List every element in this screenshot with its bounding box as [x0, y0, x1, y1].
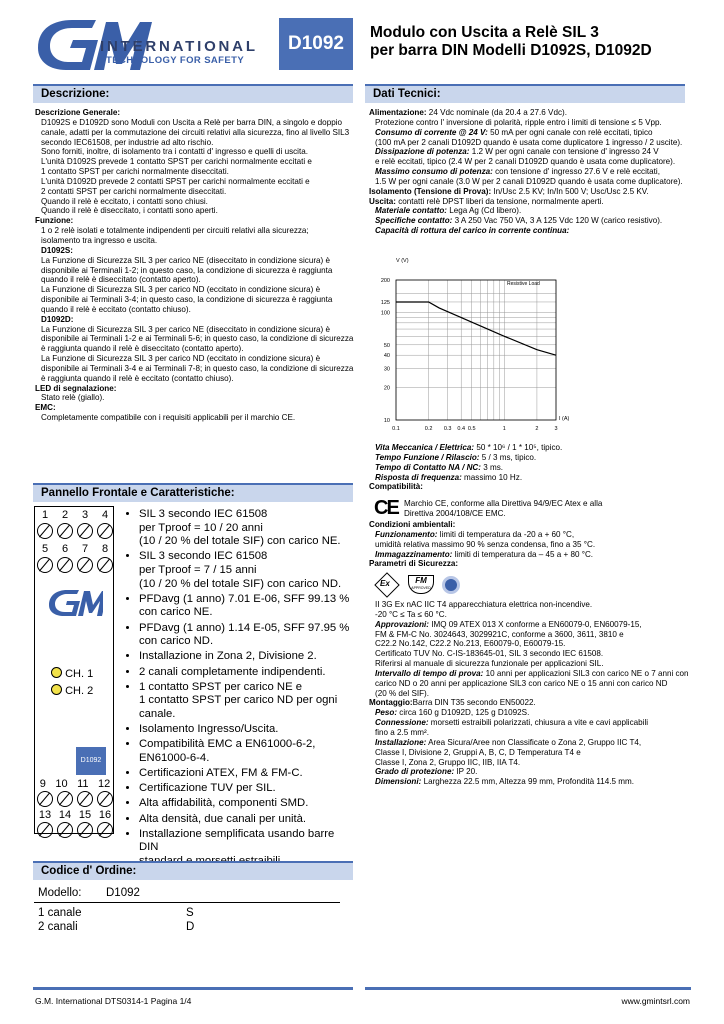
descrizione-line: D1092S e D1092D sono Moduli con Uscita a Relè per barra DIN, a singolo e doppio	[41, 117, 342, 127]
feature-text: • Certificazioni ATEX, FM & FM-C.	[139, 767, 303, 780]
dati-text: con tensione d' ingresso 27.6 V e relè eccitati,	[492, 167, 660, 177]
dati-text: circa 160 g D1092D, 125 g D1092S.	[397, 708, 530, 718]
led-ch1	[51, 667, 93, 680]
y-axis-label: V (V)	[396, 258, 409, 264]
ex-badge-label: Ex	[380, 579, 390, 588]
dati-text: 50 * 10⁶ / 1 * 10⁵, tipico.	[474, 443, 563, 452]
tuv-badge-icon	[442, 576, 460, 594]
dati-text: Vita Meccanica / Elettrica:	[375, 443, 475, 452]
terminal-number: 4	[101, 509, 109, 521]
y-tick-label: 125	[380, 299, 390, 306]
descrizione-line: Sono forniti, inoltre, di isolamento tra i contatti d' ingresso e quelli di uscita.	[41, 147, 308, 157]
y-tick-label: 200	[380, 278, 390, 284]
terminal-numbers-13-16	[35, 809, 115, 821]
dati-line	[369, 216, 699, 226]
dati-text: IMQ 09 ATEX 013 X conforme a EN60079-0, EN60079-15,	[428, 619, 642, 629]
descrizione-line: L'unità D1092D prevede 2 contatti SPST per carichi normalmente eccitati e	[41, 176, 310, 186]
led-ch2	[51, 684, 93, 697]
dati-line	[369, 147, 699, 157]
dati-line	[369, 540, 699, 550]
feature-text: con carico ND.	[139, 635, 214, 648]
footer-right: www.gmintsrl.com	[621, 996, 690, 1006]
dati-text: Area Sicura/Aree non Classificate o Zona 2, Gruppo IIC T4,	[426, 737, 642, 747]
terminal-screws-13-16	[35, 822, 115, 838]
order-model-label: Modello:	[38, 887, 82, 899]
dati-text: 10 anni per applicazioni SIL3 con carico NE o 7 anni con	[483, 668, 689, 678]
page-title-line1: Modulo con Uscita a Relè SIL 3	[370, 24, 599, 41]
feature-text: • Isolamento Ingresso/Uscita.	[139, 723, 279, 736]
feature-item	[139, 767, 355, 781]
order-model-value: D1092	[106, 887, 140, 899]
dati-line	[369, 520, 699, 530]
load-chart-svg	[368, 252, 588, 440]
dati-amb-body	[369, 520, 699, 569]
fm-badge-icon	[408, 575, 434, 594]
dati-text: Condizioni ambientali:	[369, 520, 456, 529]
dati-line	[369, 777, 704, 787]
dati-line	[369, 639, 704, 649]
section-heading-dati: Dati Tecnici:	[365, 84, 685, 103]
dati-text: 5 / 3 ms, tipico.	[479, 452, 537, 462]
dati-text: Tempo Funzione / Rilascio:	[375, 452, 480, 462]
terminal-number: 3	[81, 509, 89, 521]
ce-line2: Direttiva 2004/108/CE EMC.	[404, 509, 506, 518]
footer-bar-right	[365, 987, 691, 990]
feature-text: • Certificazione TUV per SIL.	[139, 782, 276, 795]
dati-text: Protezione contro l' inversione di polarità, ripple entro i limiti di tensione ≤ 5 Vpp.	[375, 117, 662, 127]
terminal-number: 15	[78, 809, 92, 821]
dati-line	[369, 167, 699, 177]
terminal-number: 1	[41, 509, 49, 521]
dati-line	[369, 620, 704, 630]
model-badge-label: D1092	[288, 33, 344, 54]
dati-text: II 3G Ex nAC IIC T4 apparecchiatura elettrica non-incendive.	[375, 600, 593, 609]
feature-text: (10 / 20 % del totale SIF) con carico ND.	[139, 577, 342, 590]
terminal-number: 16	[98, 809, 112, 821]
dati-line	[369, 748, 704, 758]
section-heading-descrizione: Descrizione:	[33, 84, 353, 103]
certification-badges	[378, 575, 468, 597]
dati-line	[369, 108, 699, 118]
feature-item	[139, 666, 355, 680]
dati-line	[369, 118, 699, 128]
module-model-text: D1092	[80, 757, 102, 764]
dati-text: Connessione:	[375, 718, 429, 728]
descrizione-line: Descrizione Generale:	[35, 108, 121, 117]
dati-line	[369, 157, 699, 167]
dati-text: Certificato TUV No. C-IS-183645-01, SIL 3 secondo IEC 61508.	[375, 649, 604, 659]
feature-item	[139, 622, 355, 649]
dati-line	[369, 138, 699, 148]
descrizione-line: Quando il relè è eccitato, i contatti sono chiusi.	[41, 196, 208, 206]
feature-item	[139, 723, 355, 737]
module-gm-logo-icon	[47, 587, 103, 622]
terminal-number: 5	[41, 543, 49, 555]
dati-text: In/Usc 2.5 KV; In/In 500 V; Usc/Usc 2.5 KV.	[491, 186, 649, 196]
descrizione-line: isolamento tra ingresso e uscita.	[41, 235, 158, 245]
dati-line	[369, 177, 699, 187]
dati-text: morsetti estraibili polarizzati, chiusura a vite e cavi applicabili	[428, 718, 649, 728]
dati-line	[369, 473, 699, 483]
dati-line	[369, 453, 699, 463]
feature-item	[139, 550, 355, 591]
series-line	[396, 302, 556, 355]
order-row-1-code: S	[186, 907, 194, 919]
feature-text: • PFDavg (1 anno) 7.01 E-06, SFF 99.13 %	[139, 592, 350, 605]
descrizione-line: è raggiunta quando il relè è eccitato (contatto chiuso).	[41, 373, 234, 383]
dati-text: Dimensioni:	[375, 777, 422, 787]
descrizione-line: D1092S:	[41, 245, 73, 255]
feature-text: • Installazione semplificata usando barre DIN	[139, 827, 335, 854]
section-heading-pannello: Pannello Frontale e Caratteristiche:	[33, 483, 353, 502]
dati-text: Classe I, Zona 2, Gruppo IIC, IIB, IIA T4.	[375, 757, 521, 767]
terminal-number: 2	[61, 509, 69, 521]
feature-text: • Compatibilità EMC a EN61000-6-2, EN61000-6-4.	[139, 738, 316, 764]
dati-line	[369, 550, 699, 560]
terminal-number: 12	[97, 778, 111, 790]
feature-text: • Alta affidabilità, componenti SMD.	[139, 797, 309, 810]
descrizione-line: Completamente compatibile con i requisiti applicabili per il marchio CE.	[41, 413, 296, 423]
x-tick-label: 0.3	[443, 426, 452, 432]
x-tick-label: 3	[554, 426, 558, 432]
y-tick-label: 100	[380, 310, 390, 317]
y-tick-label: 20	[383, 385, 390, 392]
dati-text: Uscita:	[369, 196, 396, 206]
feature-item	[139, 681, 355, 722]
dati-line	[369, 728, 704, 738]
dati-line	[369, 630, 704, 640]
feature-text: 1 contatto SPST per carico ND per ogni canale.	[139, 694, 338, 720]
load-chart	[368, 252, 588, 440]
dati-text: Alimentazione:	[369, 108, 427, 117]
dati-text: Riferirsi al manuale di sicurezza funzionale per applicazioni SIL.	[375, 659, 604, 669]
dati-text: Materiale contatto:	[375, 206, 447, 216]
feature-item	[139, 593, 355, 620]
dati-text: Larghezza 22.5 mm, Altezza 99 mm, Profondità 114.5 mm.	[421, 777, 634, 787]
terminal-number: 10	[55, 778, 68, 790]
led-ch2-indicator	[51, 684, 62, 695]
descrizione-line: Stato relè (giallo).	[41, 393, 105, 403]
dati-text: Massimo consumo di potenza:	[375, 167, 493, 177]
dati-line	[369, 698, 704, 708]
dati-text: Approvazioni:	[375, 619, 429, 629]
dati-line	[369, 718, 704, 728]
descrizione-line: disponibile ai Terminali 1-2; in questo caso, la condizione di sicurezza è raggiunta	[41, 265, 333, 275]
dati-line	[369, 758, 704, 768]
dati-text: contatti relè DPST liberi da tensione, normalmente aperti.	[396, 196, 604, 206]
dati-text: Capacità di rottura del carico in corrente continua:	[375, 226, 570, 236]
footer-bar-left	[33, 987, 353, 990]
plot-frame	[396, 280, 556, 420]
descrizione-line: D1092D:	[41, 314, 74, 324]
dati-text: Isolamento (Tensione di Prova):	[369, 186, 492, 196]
dati-line	[369, 206, 699, 216]
x-tick-label: 1	[502, 426, 506, 432]
feature-text: per Tproof = 10 / 20 anni	[139, 521, 263, 534]
feature-item	[139, 797, 355, 811]
y-tick-label: 30	[383, 366, 390, 373]
descrizione-line: LED di segnalazione:	[35, 383, 117, 393]
chart-annotation: Resistive Load	[506, 280, 540, 287]
x-axis-label: I (A)	[559, 416, 570, 422]
feature-text: • SIL 3 secondo IEC 61508	[139, 508, 268, 520]
dati-line	[369, 767, 704, 777]
dati-text: Peso:	[375, 708, 398, 718]
dati-text: Intervallo di tempo di prova:	[375, 668, 484, 678]
dati-line	[369, 463, 699, 473]
dati-text: IP 20.	[454, 767, 478, 777]
led-ch1-indicator	[51, 667, 62, 678]
terminal-number: 9	[39, 778, 46, 790]
dati-line	[369, 659, 704, 669]
dati-line	[369, 197, 699, 207]
feature-text: • Alta densità, due canali per unità.	[139, 812, 307, 825]
dati-text: Compatibilità:	[369, 482, 423, 492]
feature-text: con carico NE.	[139, 606, 213, 619]
dati-line	[369, 482, 699, 492]
descrizione-line: EMC:	[35, 403, 56, 413]
x-tick-label: 0.4	[457, 426, 466, 432]
feature-text: per Tproof = 7 / 15 anni	[139, 563, 257, 576]
dati-line	[369, 738, 704, 748]
features-list	[125, 508, 355, 870]
logo-brand: INTERNATIONAL	[100, 38, 258, 55]
dati-text: (100 mA per 2 canali D1092D quando è usata come duplicatore 1 ingresso / 2 uscite).	[375, 137, 683, 147]
dati-text: Classe I, Divisione 2, Gruppi A, B, C, D Temperatura T4 e	[375, 747, 581, 757]
dati-line	[369, 689, 704, 699]
dati-text: -20 °C ≤ Ta ≤ 60 °C.	[375, 609, 447, 619]
feature-text: (10 / 20 % del totale SIF) con carico NE.	[139, 535, 341, 548]
terminal-numbers-5-8	[35, 543, 115, 555]
dati-line	[369, 679, 704, 689]
dati-text: Dissipazione di potenza:	[375, 147, 470, 157]
dati-line	[369, 530, 699, 540]
y-tick-label: 40	[383, 353, 390, 360]
y-tick-label: 50	[383, 342, 390, 349]
dati-text: limiti di temperatura da -20 a + 60 °C,	[437, 529, 575, 539]
terminal-numbers-9-12	[35, 778, 115, 790]
dati-text: Tempo di Contatto NA / NC:	[375, 462, 481, 472]
terminal-numbers-1-4	[35, 509, 115, 521]
dati-text: Specifiche contatto:	[375, 216, 453, 226]
descrizione-line: secondo IEC61508, per industrie ad alto rischio.	[41, 137, 214, 147]
terminal-screws-1-4	[35, 523, 115, 539]
y-tick-label: 10	[383, 418, 390, 424]
dati-text: Immagazzinamento:	[375, 549, 453, 559]
descrizione-line: Quando il relè è diseccitato, i contatti sono aperti.	[41, 206, 218, 216]
descrizione-line: è raggiunta quando il relè è diseccitato (contatto aperto).	[41, 344, 244, 354]
dati-line	[369, 187, 699, 197]
descrizione-line: L'unità D1092S prevede 1 contatto SPST per carichi normalmente eccitati e	[41, 157, 312, 167]
terminal-screws-5-8	[35, 557, 115, 573]
descrizione-line: 2 contatti SPST per carichi normalmente diseccitati.	[41, 186, 227, 196]
dati-line	[369, 128, 699, 138]
descrizione-body	[35, 108, 355, 423]
terminal-number: 6	[61, 543, 69, 555]
dati-line	[369, 669, 704, 679]
footer-left: G.M. International DTS0314-1 Pagina 1/4	[35, 996, 192, 1006]
dati-text: Risposta di frequenza:	[375, 472, 462, 482]
dati-line	[369, 610, 704, 620]
terminal-number: 13	[38, 809, 52, 821]
x-tick-label: 0.2	[424, 426, 433, 432]
dati-text: Consumo di corrente @ 24 V:	[375, 127, 488, 137]
terminal-number: 7	[81, 543, 89, 555]
dati-top-body	[369, 108, 699, 236]
descrizione-line: 1 o 2 relè isolati e totalmente indipendenti per circuiti relativi alla sicurezza;	[41, 226, 309, 236]
dati-text: Grado di protezione:	[375, 767, 455, 777]
descrizione-line: 1 contatto SPST per carichi normalmente diseccitati.	[41, 167, 229, 177]
dati-text: Parametri di Sicurezza:	[369, 559, 459, 569]
dati-text: (20 % del SIF).	[375, 688, 429, 698]
dati-text: 3 ms.	[480, 462, 504, 472]
model-badge	[279, 18, 353, 70]
terminal-number: 8	[101, 543, 109, 555]
feature-item	[139, 813, 355, 827]
descrizione-line: quando il relè è diseccitato (contatto aperto).	[41, 275, 201, 285]
terminal-number: 11	[77, 778, 89, 790]
feature-item	[139, 508, 355, 549]
dati-text: umidità relativa massimo 90 % senza condensa, fino a 35 °C.	[375, 539, 596, 549]
terminal-number: 14	[58, 809, 72, 821]
x-tick-label: 0.1	[392, 426, 400, 432]
dati-text: 3 A 250 Vac 750 VA, 3 A 125 Vdc 120 W (carico resistivo).	[452, 216, 663, 226]
descrizione-line: La Funzione di Sicurezza SIL 3 per carico NE (diseccitato in condizione sicura) è	[41, 324, 330, 334]
led-ch1-label: CH. 1	[65, 668, 94, 680]
dati-line	[369, 600, 704, 610]
logo-tagline: TECHNOLOGY FOR SAFETY	[106, 55, 245, 66]
descrizione-line: Funzione:	[35, 216, 74, 226]
descrizione-line: La Funzione di Sicurezza SIL 3 per carico ND (eccitato in condizione sicura) è	[41, 354, 321, 364]
dati-text: C22.2 No.142, C22.2 No.213, E60079-0, E60079-15.	[375, 639, 566, 649]
dati-text: 1.5 W per ogni canale (3.0 W per 2 canali D1092D quando è usata come duplicatore).	[375, 176, 683, 186]
fm-badge-sub: APPROVED	[411, 586, 431, 590]
led-ch2-label: CH. 2	[65, 685, 94, 697]
descrizione-line: La Funzione di Sicurezza SIL 3 per carico NE (diseccitato in condizione sicura) è	[41, 255, 330, 265]
dati-text: 50 mA per ogni canale con relè eccitati, tipico	[487, 127, 653, 137]
feature-item	[139, 650, 355, 664]
feature-text: • PFDavg (1 anno) 1.14 E-05, SFF 97.95 %	[139, 621, 350, 634]
page-title-line2: per barra DIN Modelli D1092S, D1092D	[370, 42, 652, 59]
dati-bottom-body	[369, 600, 704, 787]
feature-text: • 2 canali completamente indipendenti.	[139, 665, 326, 678]
order-row-1-label: 1 canale	[38, 907, 82, 919]
dati-text: Montaggio:	[369, 698, 413, 708]
feature-text: • Installazione in Zona 2, Divisione 2.	[139, 650, 317, 663]
module-model-label	[76, 747, 106, 775]
descrizione-line: quando il relè è eccitato (contatto chiuso).	[41, 304, 191, 314]
descrizione-line: La Funzione di Sicurezza SIL 3 per carico ND (eccitato in condizione sicura) è	[41, 285, 321, 295]
dati-text: Installazione:	[375, 737, 427, 747]
dati-text: FM & FM-C No. 3024643, 3029921C, conforme a 3600, 3611, 3810 e	[375, 629, 624, 639]
dati-mid-body	[369, 443, 699, 492]
dati-text: Funzionamento:	[375, 529, 438, 539]
x-tick-label: 0.5	[467, 426, 476, 432]
fm-badge-label: FM	[415, 576, 427, 585]
dati-text: e relè eccitati, tipico (2.4 W per 2 canali D1092D quando è usata come duplicatore).	[375, 157, 676, 167]
order-row-2-label: 2 canali	[38, 921, 78, 933]
ce-line1: Marchio CE, conforme alla Direttiva 94/9/EC Atex e alla	[404, 499, 603, 508]
dati-text: Barra DIN T35 secondo EN50022.	[412, 698, 536, 708]
descrizione-line: disponibile ai Terminali 1-2 e ai Terminali 5-6; in questo caso, la condizione di sicurezza	[41, 334, 354, 344]
dati-line	[369, 708, 704, 718]
module-front-panel	[34, 506, 114, 834]
dati-text: massimo 10 Hz.	[461, 472, 523, 482]
dati-line	[369, 649, 704, 659]
feature-item	[139, 738, 355, 765]
x-tick-label: 2	[535, 426, 539, 432]
dati-line	[369, 559, 699, 569]
descrizione-line: disponibile ai Terminali 3-4 e ai Terminali 7-8; in questo caso, la condizione di sicurezza	[41, 363, 354, 373]
ce-mark: CE	[374, 497, 398, 519]
dati-text: limiti di temperatura da – 45 a + 80 °C.	[452, 549, 594, 559]
dati-text: 1.2 W per ogni canale con tensione d' ingresso 24 V	[469, 147, 659, 157]
dati-text: Lega Ag (Cd libero).	[446, 206, 522, 216]
dati-line	[369, 226, 699, 236]
descrizione-line: canale, adatti per la commutazione dei circuiti relativi alla sicurezza, fino al livello SIL3	[41, 127, 350, 137]
feature-text: • SIL 3 secondo IEC 61508	[139, 550, 268, 563]
order-rule	[34, 902, 340, 903]
terminal-screws-9-12	[35, 791, 115, 807]
dati-text: carico ND o 20 anni per applicazione SIL3 con carico NE o 15 anni con carico ND	[375, 678, 668, 688]
dati-text: fino a 2.5 mm².	[375, 727, 429, 737]
feature-text: • 1 contatto SPST per carico NE e	[139, 680, 303, 693]
dati-text: 24 Vdc nominale (da 20.4 a 27.6 Vdc).	[426, 108, 567, 117]
dati-line	[369, 443, 699, 453]
order-row-2-code: D	[186, 921, 195, 933]
feature-item	[139, 782, 355, 796]
descrizione-line: disponibile ai Terminali 3-4; in questo caso, la condizione di sicurezza è raggiunta	[41, 295, 333, 305]
section-heading-codice: Codice d' Ordine:	[33, 861, 353, 880]
